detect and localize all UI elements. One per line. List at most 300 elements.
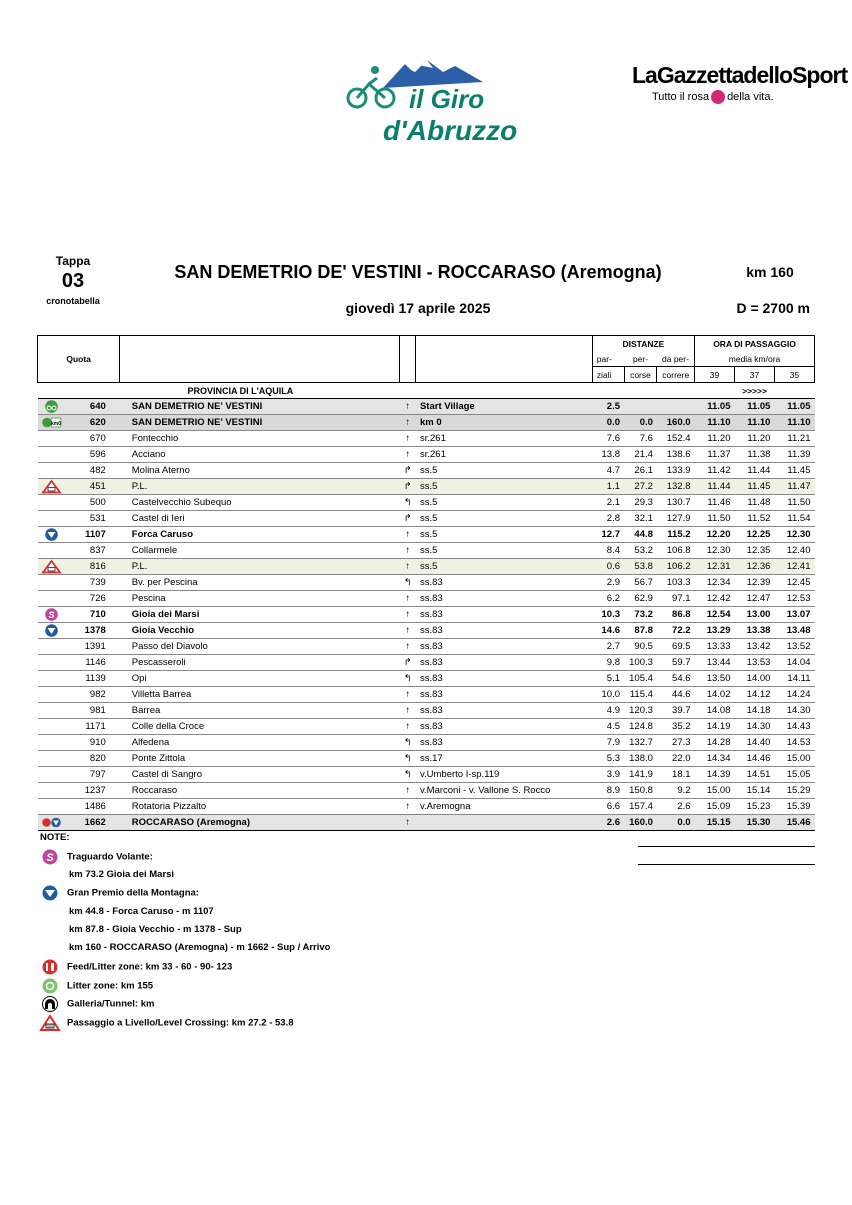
table-row (38, 783, 815, 799)
cell-road: ss.83 (416, 655, 592, 671)
sprint-icon (38, 607, 57, 623)
cell-quota: 820 (56, 751, 119, 767)
stage-date: giovedì 17 aprile 2025 (345, 300, 491, 316)
cell-t2: 11.48 (735, 495, 775, 511)
cell-t3: 15.00 (774, 751, 814, 767)
cell-road: sr.261 (416, 447, 592, 463)
icon-cell (38, 591, 57, 607)
cell-road: ss.83 (416, 639, 592, 655)
cell-dacorr: 54.6 (657, 671, 695, 687)
cell-road: sr.261 (416, 431, 592, 447)
cell-perc: 157.4 (624, 799, 657, 815)
province-arrows: >>>>> (695, 383, 815, 399)
cell-t1: 13.29 (695, 623, 735, 639)
cell-parz: 2.7 (592, 639, 624, 655)
cell-parz: 2.5 (592, 399, 624, 415)
cell-quota: 482 (56, 463, 119, 479)
level-crossing-icon (38, 559, 57, 575)
cell-t2: 14.18 (735, 703, 775, 719)
cell-road: ss.83 (416, 591, 592, 607)
icon-cell (38, 719, 57, 735)
cell-dir: ↑ (400, 527, 416, 543)
icon-cell (38, 463, 57, 479)
cell-quota: 837 (56, 543, 119, 559)
divider (638, 846, 815, 847)
cell-dacorr: 69.5 (657, 639, 695, 655)
cell-t2: 14.00 (735, 671, 775, 687)
cell-place: Collarmele (120, 543, 400, 559)
cell-dir: ↑ (400, 639, 416, 655)
cell-t1: 12.30 (695, 543, 735, 559)
giro-line2: d'Abruzzo (383, 115, 518, 146)
cell-perc: 160.0 (624, 815, 657, 831)
icon-cell (38, 495, 57, 511)
cell-quota: 1486 (56, 799, 119, 815)
cell-t2: 13.38 (735, 623, 775, 639)
cell-t3: 12.41 (774, 559, 814, 575)
cell-quota: 710 (56, 607, 119, 623)
icon-cell (38, 751, 57, 767)
icon-cell (38, 639, 57, 655)
elevation-gain: D = 2700 m (736, 300, 810, 316)
cell-dir: ↑ (400, 623, 416, 639)
cell-t2: 12.36 (735, 559, 775, 575)
cell-perc: 105.4 (624, 671, 657, 687)
cell-dir: ↱ (400, 511, 416, 527)
table-row (38, 399, 815, 415)
cell-t3: 14.04 (774, 655, 814, 671)
cell-dacorr: 130.7 (657, 495, 695, 511)
cell-dir: ↰ (400, 767, 416, 783)
cell-quota: 739 (56, 575, 119, 591)
cell-t3: 14.11 (774, 671, 814, 687)
icon-cell (38, 767, 57, 783)
cell-t3: 12.53 (774, 591, 814, 607)
table-row (38, 607, 815, 623)
cell-t2: 12.47 (735, 591, 775, 607)
gazzetta-logo (632, 62, 848, 112)
cell-t1: 15.15 (695, 815, 735, 831)
table-row (38, 575, 815, 591)
cell-dacorr: 132.8 (657, 479, 695, 495)
cell-t2: 14.40 (735, 735, 775, 751)
cell-t1: 14.08 (695, 703, 735, 719)
cell-quota: 1139 (56, 671, 119, 687)
cell-quota: 1107 (56, 527, 119, 543)
cell-place: SAN DEMETRIO NE' VESTINI (120, 399, 400, 415)
cell-place: Forca Caruso (120, 527, 400, 543)
cell-dir: ↑ (400, 799, 416, 815)
cell-quota: 726 (56, 591, 119, 607)
table-row (38, 687, 815, 703)
cell-parz: 12.7 (592, 527, 624, 543)
divider (638, 864, 815, 865)
cell-t3: 11.39 (774, 447, 814, 463)
cell-t1: 12.42 (695, 591, 735, 607)
cell-t1: 11.20 (695, 431, 735, 447)
cell-t2: 14.30 (735, 719, 775, 735)
cell-parz: 7.6 (592, 431, 624, 447)
cell-parz: 0.6 (592, 559, 624, 575)
cell-quota: 1171 (56, 719, 119, 735)
cell-t3: 11.54 (774, 511, 814, 527)
table-row (38, 703, 815, 719)
cell-t2: 12.35 (735, 543, 775, 559)
cell-place: Pescasseroli (120, 655, 400, 671)
distanze-header: DISTANZE (592, 336, 694, 352)
cell-parz: 13.8 (592, 447, 624, 463)
notes-label: NOTE: (40, 832, 70, 843)
cell-t1: 14.02 (695, 687, 735, 703)
cell-parz: 9.8 (592, 655, 624, 671)
cell-dir: ↑ (400, 607, 416, 623)
cell-parz: 1.1 (592, 479, 624, 495)
header-row-2: Quota par- per- da per- media km/ora (38, 351, 815, 367)
cell-t1: 14.39 (695, 767, 735, 783)
gpm-icon (38, 623, 57, 639)
cell-dacorr: 160.0 (657, 415, 695, 431)
cell-dacorr: 133.9 (657, 463, 695, 479)
cell-quota: 816 (56, 559, 119, 575)
note-sprint-detail: km 73.2 Gioia dei Marsi (69, 869, 175, 880)
cell-perc: 21.4 (624, 447, 657, 463)
table-row (38, 559, 815, 575)
cell-t2: 14.51 (735, 767, 775, 783)
icon-cell (38, 511, 57, 527)
cell-dacorr: 59.7 (657, 655, 695, 671)
cell-dacorr: 22.0 (657, 751, 695, 767)
svg-text:S: S (47, 610, 55, 620)
cell-quota: 982 (56, 687, 119, 703)
cell-dacorr: 18.1 (657, 767, 695, 783)
cell-quota: 500 (56, 495, 119, 511)
cell-quota: 1237 (56, 783, 119, 799)
cell-dacorr (657, 399, 695, 415)
cell-t3: 12.45 (774, 575, 814, 591)
cell-road: ss.5 (416, 543, 592, 559)
cell-perc: 87.8 (624, 623, 657, 639)
cell-t2: 11.52 (735, 511, 775, 527)
cell-place: Fontecchio (120, 431, 400, 447)
cell-t2: 14.46 (735, 751, 775, 767)
cell-parz: 5.1 (592, 671, 624, 687)
cell-place: Castelvecchio Subequo (120, 495, 400, 511)
table-row (38, 799, 815, 815)
cell-place: Gioia Vecchio (120, 623, 400, 639)
cell-quota: 670 (56, 431, 119, 447)
header-row-1 (38, 336, 815, 352)
cell-dacorr: 9.2 (657, 783, 695, 799)
cell-t3: 12.40 (774, 543, 814, 559)
cell-place: Ponte Zittola (120, 751, 400, 767)
cell-dir: ↑ (400, 783, 416, 799)
cell-parz: 6.6 (592, 799, 624, 815)
table-row (38, 591, 815, 607)
note-gpm-1: km 44.8 - Forca Caruso - m 1107 (69, 906, 214, 917)
cronotabella-label: cronotabella (46, 296, 100, 306)
cell-quota: 1662 (56, 815, 119, 831)
cell-dir: ↑ (400, 447, 416, 463)
cell-t1: 11.05 (695, 399, 735, 415)
cell-place: Colle della Croce (120, 719, 400, 735)
cell-perc: 56.7 (624, 575, 657, 591)
table-row (38, 415, 815, 431)
cell-parz: 4.5 (592, 719, 624, 735)
table-row (38, 527, 815, 543)
cell-road: ss.83 (416, 687, 592, 703)
svg-text:km0: km0 (50, 421, 61, 427)
cell-t2: 15.14 (735, 783, 775, 799)
table-row (38, 751, 815, 767)
cell-road: ss.83 (416, 623, 592, 639)
cell-t1: 11.44 (695, 479, 735, 495)
cell-t3: 13.52 (774, 639, 814, 655)
cell-perc: 27.2 (624, 479, 657, 495)
giro-abruzzo-logo (343, 58, 518, 150)
table-row (38, 815, 815, 831)
cell-quota: 451 (56, 479, 119, 495)
table-row (38, 639, 815, 655)
tappa-number: 03 (61, 270, 85, 292)
cell-t3: 14.30 (774, 703, 814, 719)
icon-cell (38, 671, 57, 687)
cell-dir: ↑ (400, 703, 416, 719)
start-village-icon (38, 399, 57, 415)
cell-t1: 13.44 (695, 655, 735, 671)
cell-place: Bv. per Pescina (120, 575, 400, 591)
cell-dir: ↑ (400, 591, 416, 607)
cell-dacorr: 106.8 (657, 543, 695, 559)
cell-t2: 11.10 (735, 415, 775, 431)
cell-quota: 981 (56, 703, 119, 719)
cell-road: ss.83 (416, 575, 592, 591)
cell-quota: 531 (56, 511, 119, 527)
cell-road: km 0 (416, 415, 592, 431)
cell-dacorr: 72.2 (657, 623, 695, 639)
cell-t1: 13.33 (695, 639, 735, 655)
tappa-label: Tappa (55, 254, 91, 268)
cell-quota: 910 (56, 735, 119, 751)
icon-cell (38, 783, 57, 799)
cell-perc: 124.8 (624, 719, 657, 735)
cell-t2: 11.20 (735, 431, 775, 447)
icon-cell (38, 655, 57, 671)
icon-cell (38, 703, 57, 719)
cell-road: Start Village (416, 399, 592, 415)
gpm-icon (40, 885, 60, 901)
cell-t3: 15.39 (774, 799, 814, 815)
cell-dir: ↑ (400, 431, 416, 447)
cell-t1: 15.00 (695, 783, 735, 799)
cell-t1: 11.10 (695, 415, 735, 431)
cell-place: Opi (120, 671, 400, 687)
header-row-3: ziali corse correre 39 37 35 (38, 367, 815, 383)
cell-t3: 14.24 (774, 687, 814, 703)
cell-t1: 12.34 (695, 575, 735, 591)
note-gpm-2: km 87.8 - Gioia Vecchio - m 1378 - Sup (69, 924, 242, 935)
cell-quota: 596 (56, 447, 119, 463)
icon-cell (38, 447, 57, 463)
cell-t2: 15.23 (735, 799, 775, 815)
cell-t3: 14.43 (774, 719, 814, 735)
cell-dacorr: 152.4 (657, 431, 695, 447)
cell-road: ss.83 (416, 719, 592, 735)
table-row (38, 431, 815, 447)
cell-road: ss.5 (416, 463, 592, 479)
cell-dir: ↑ (400, 687, 416, 703)
cell-perc: 53.8 (624, 559, 657, 575)
cell-t1: 12.31 (695, 559, 735, 575)
cell-place: SAN DEMETRIO NE' VESTINI (120, 415, 400, 431)
cell-quota: 1146 (56, 655, 119, 671)
cell-parz: 2.1 (592, 495, 624, 511)
cell-t3: 15.46 (774, 815, 814, 831)
cell-dir: ↑ (400, 815, 416, 831)
cell-t2: 11.05 (735, 399, 775, 415)
icon-cell (38, 735, 57, 751)
km0-icon (38, 415, 61, 431)
finish-icon (38, 815, 57, 831)
media-header: media km/ora (695, 351, 815, 367)
cell-dir: ↰ (400, 735, 416, 751)
table-row (38, 735, 815, 751)
cell-t1: 14.19 (695, 719, 735, 735)
cell-dir: ↑ (400, 719, 416, 735)
cell-perc: 44.8 (624, 527, 657, 543)
giro-line1: il Giro (409, 84, 485, 114)
cell-quota: 620 (56, 415, 119, 431)
cell-place: Rotatoria Pizzalto (120, 799, 400, 815)
cell-dacorr: 103.3 (657, 575, 695, 591)
cell-t3: 15.29 (774, 783, 814, 799)
cell-parz: 3.9 (592, 767, 624, 783)
cell-dacorr: 138.6 (657, 447, 695, 463)
cell-perc: 62.9 (624, 591, 657, 607)
cell-road: ss.83 (416, 607, 592, 623)
cell-t2: 13.53 (735, 655, 775, 671)
icon-cell (38, 431, 57, 447)
cell-t1: 14.34 (695, 751, 735, 767)
cell-dir: ↑ (400, 543, 416, 559)
cell-perc: 73.2 (624, 607, 657, 623)
note-feed: Feed/Litter zone: km 33 - 60 - 90- 123 (40, 959, 232, 975)
cell-t3: 11.21 (774, 431, 814, 447)
cell-dacorr: 44.6 (657, 687, 695, 703)
cell-perc: 138.0 (624, 751, 657, 767)
cell-road: ss.83 (416, 703, 592, 719)
cell-perc (624, 399, 657, 415)
cell-perc: 32.1 (624, 511, 657, 527)
cell-road: ss.5 (416, 495, 592, 511)
cell-perc: 141.9 (624, 767, 657, 783)
cell-t2: 13.42 (735, 639, 775, 655)
feed-zone-icon (40, 959, 60, 975)
stage-distance: km 160 (746, 264, 794, 280)
icon-cell (38, 687, 57, 703)
cell-parz: 2.6 (592, 815, 624, 831)
rose-icon (711, 90, 725, 104)
cell-road: ss.5 (416, 527, 592, 543)
ora-header: ORA DI PASSAGGIO (695, 336, 815, 352)
cell-place: Castel di Sangro (120, 767, 400, 783)
cell-road (416, 815, 592, 831)
cell-road: ss.83 (416, 671, 592, 687)
note-sprint: S Traguardo Volante: (40, 849, 153, 865)
cell-dir: ↱ (400, 463, 416, 479)
cell-quota: 640 (56, 399, 119, 415)
cell-parz: 8.9 (592, 783, 624, 799)
gpm-icon (38, 527, 57, 543)
cell-place: Barrea (120, 703, 400, 719)
cell-parz: 6.2 (592, 591, 624, 607)
cell-t1: 12.20 (695, 527, 735, 543)
table-row (38, 719, 815, 735)
cell-t2: 13.00 (735, 607, 775, 623)
table-row (38, 463, 815, 479)
cell-perc: 90.5 (624, 639, 657, 655)
cell-t2: 12.25 (735, 527, 775, 543)
cell-dacorr: 39.7 (657, 703, 695, 719)
cell-t1: 14.28 (695, 735, 735, 751)
cell-t2: 11.45 (735, 479, 775, 495)
cell-perc: 0.0 (624, 415, 657, 431)
cell-perc: 53.2 (624, 543, 657, 559)
cell-t3: 11.50 (774, 495, 814, 511)
note-tunnel: Galleria/Tunnel: km (40, 996, 154, 1012)
icon-cell (38, 543, 57, 559)
cell-t3: 13.48 (774, 623, 814, 639)
cell-perc: 115.4 (624, 687, 657, 703)
stage-title: SAN DEMETRIO DE' VESTINI - ROCCARASO (Aremogna) (174, 262, 662, 282)
table-row (38, 543, 815, 559)
cell-t2: 15.30 (735, 815, 775, 831)
cell-place: P.L. (120, 559, 400, 575)
cell-t1: 11.42 (695, 463, 735, 479)
cell-perc: 132.7 (624, 735, 657, 751)
cell-parz: 14.6 (592, 623, 624, 639)
cell-t2: 12.39 (735, 575, 775, 591)
province-row (38, 383, 815, 399)
cell-t1: 11.46 (695, 495, 735, 511)
cell-dacorr: 115.2 (657, 527, 695, 543)
cell-dacorr: 106.2 (657, 559, 695, 575)
cell-parz: 10.0 (592, 687, 624, 703)
cell-place: Alfedena (120, 735, 400, 751)
cell-dacorr: 0.0 (657, 815, 695, 831)
cell-dacorr: 97.1 (657, 591, 695, 607)
level-crossing-icon (38, 479, 57, 495)
svg-text:S: S (46, 852, 54, 864)
cell-t3: 11.47 (774, 479, 814, 495)
cell-parz: 0.0 (592, 415, 624, 431)
level-crossing-icon (40, 1015, 60, 1031)
cell-road: ss.17 (416, 751, 592, 767)
timetable (37, 335, 815, 831)
cell-road: v.Umberto I-sp.119 (416, 767, 592, 783)
cell-dir: ↰ (400, 751, 416, 767)
cell-dir: ↰ (400, 575, 416, 591)
cell-road: v.Marconi - v. Vallone S. Rocco (416, 783, 592, 799)
cell-perc: 100.3 (624, 655, 657, 671)
cell-place: ROCCARASO (Aremogna) (120, 815, 400, 831)
cell-t2: 14.12 (735, 687, 775, 703)
note-litter: Litter zone: km 155 (40, 978, 153, 994)
sprint-icon (40, 849, 60, 865)
cell-perc: 7.6 (624, 431, 657, 447)
table-row (38, 767, 815, 783)
cell-t3: 12.30 (774, 527, 814, 543)
cell-perc: 26.1 (624, 463, 657, 479)
